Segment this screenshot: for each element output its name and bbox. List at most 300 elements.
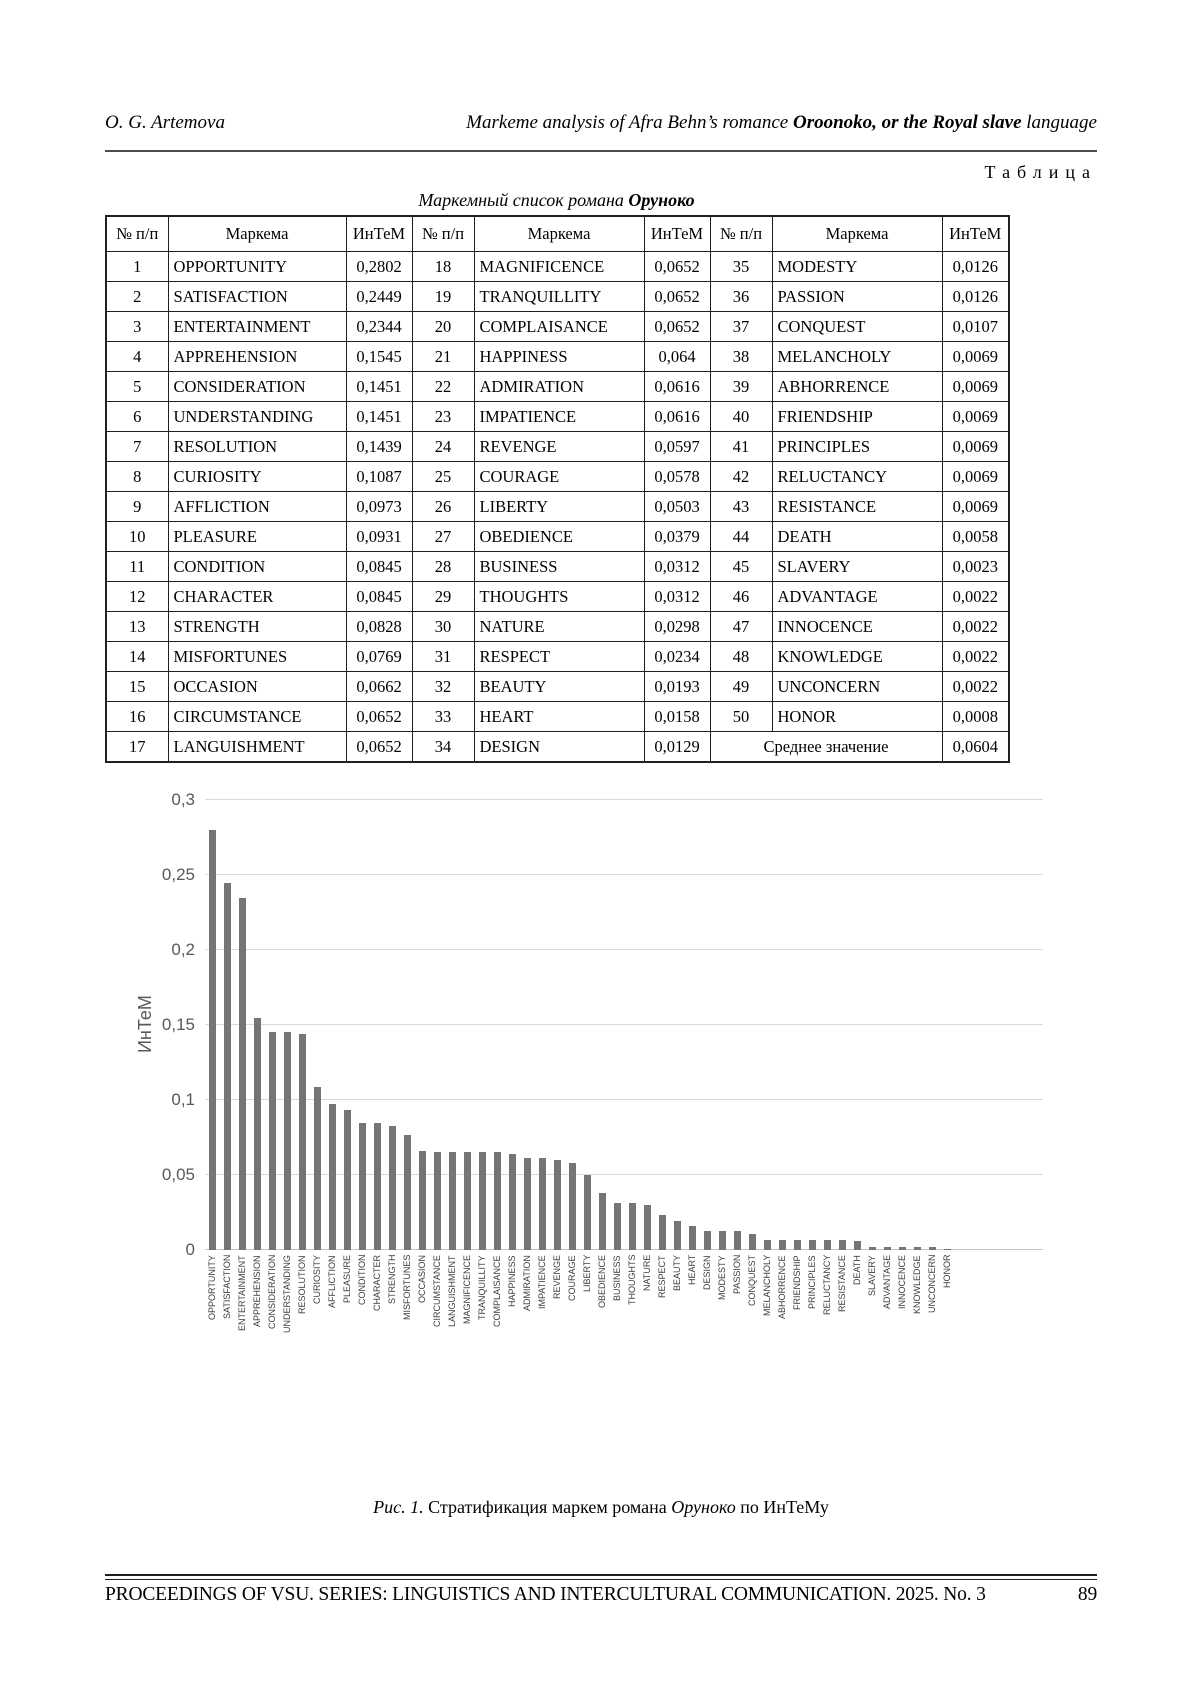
x-axis-label: RESPECT	[657, 1255, 667, 1298]
table-cell: 15	[106, 672, 168, 702]
table-cell: STRENGTH	[168, 612, 346, 642]
table-cell: 0,1451	[346, 372, 412, 402]
table-cell: MISFORTUNES	[168, 642, 346, 672]
table-cell: 0,1087	[346, 462, 412, 492]
table-cell: 47	[710, 612, 772, 642]
table-cell: 0,0662	[346, 672, 412, 702]
table-cell: OPPORTUNITY	[168, 252, 346, 282]
table-cell: 40	[710, 402, 772, 432]
table-cell: 0,0973	[346, 492, 412, 522]
table-cell: 0,064	[644, 342, 710, 372]
table-caption-text: Маркемный список романа	[418, 190, 629, 210]
table-cell: DESIGN	[474, 732, 644, 763]
table-cell: 0,0379	[644, 522, 710, 552]
table-cell: RESOLUTION	[168, 432, 346, 462]
table-cell: RESPECT	[474, 642, 644, 672]
table-cell: 17	[106, 732, 168, 763]
bar	[314, 1087, 321, 1250]
bar	[329, 1104, 336, 1250]
table-cell: CHARACTER	[168, 582, 346, 612]
table-cell: BEAUTY	[474, 672, 644, 702]
bar	[824, 1240, 831, 1250]
table-cell: 0,0058	[942, 522, 1009, 552]
table-cell: 0,0652	[644, 252, 710, 282]
table-cell: 36	[710, 282, 772, 312]
bar	[704, 1231, 711, 1250]
table-cell: 0,0652	[644, 312, 710, 342]
table-cell: CONSIDERATION	[168, 372, 346, 402]
table-cell: 41	[710, 432, 772, 462]
markeme-bar-chart	[105, 785, 1095, 1475]
running-title-prefix: Markeme analysis of Afra Behn’s romance	[466, 112, 793, 133]
bar	[764, 1240, 771, 1250]
table-cell: KNOWLEDGE	[772, 642, 942, 672]
bar	[464, 1152, 471, 1250]
table-cell: OBEDIENCE	[474, 522, 644, 552]
bar	[839, 1240, 846, 1250]
table-cell: 2	[106, 282, 168, 312]
table-cell: 16	[106, 702, 168, 732]
table-cell: PLEASURE	[168, 522, 346, 552]
x-axis-label: ADMIRATION	[522, 1255, 532, 1311]
gridline	[205, 949, 1043, 950]
table-cell: 22	[412, 372, 474, 402]
bar	[869, 1247, 876, 1250]
table-cell: SATISFACTION	[168, 282, 346, 312]
y-tick-label: 0,05	[161, 1165, 195, 1184]
table-cell: 0,0069	[942, 372, 1009, 402]
x-axis-label: COURAGE	[567, 1255, 577, 1301]
table-cell: 0,0107	[942, 312, 1009, 342]
table-row	[106, 432, 1009, 462]
table-cell: OCCASION	[168, 672, 346, 702]
table-cell: 0,0828	[346, 612, 412, 642]
table-cell: 25	[412, 462, 474, 492]
table-cell: 0,0022	[942, 642, 1009, 672]
x-axis-label: STRENGTH	[387, 1255, 397, 1305]
bar	[584, 1175, 591, 1250]
table-cell: UNCONCERN	[772, 672, 942, 702]
x-axis-label: HONOR	[942, 1255, 952, 1289]
table-row	[106, 492, 1009, 522]
table-cell: FRIENDSHIP	[772, 402, 942, 432]
x-axis-label: AFFLICTION	[327, 1255, 337, 1308]
table-cell: 0,0023	[942, 552, 1009, 582]
table-cell: 0,0312	[644, 552, 710, 582]
x-axis-label: DEATH	[852, 1255, 862, 1285]
table-cell: COURAGE	[474, 462, 644, 492]
bar	[449, 1152, 456, 1250]
table-cell: 0,0069	[942, 402, 1009, 432]
table-cell: 6	[106, 402, 168, 432]
table-cell: 0,0616	[644, 372, 710, 402]
bar	[809, 1240, 816, 1250]
bar	[254, 1018, 261, 1250]
x-axis-label: FRIENDSHIP	[792, 1255, 802, 1310]
x-axis-label: BUSINESS	[612, 1255, 622, 1301]
bar	[359, 1123, 366, 1250]
table-row	[106, 252, 1009, 282]
table-cell: 48	[710, 642, 772, 672]
table-cell: CONDITION	[168, 552, 346, 582]
header-divider	[105, 150, 1097, 152]
table-cell: 0,0845	[346, 552, 412, 582]
y-tick-label: 0	[185, 1240, 195, 1259]
table-cell: 44	[710, 522, 772, 552]
table-cell: 0,2802	[346, 252, 412, 282]
table-cell: 0,0022	[942, 612, 1009, 642]
x-axis-label: MISFORTUNES	[402, 1255, 412, 1321]
running-title-novel: Oroonoko, or the Royal slave	[793, 112, 1022, 133]
table-cell: 4	[106, 342, 168, 372]
table-cell: SLAVERY	[772, 552, 942, 582]
y-tick-label: 0,2	[171, 940, 195, 959]
table-cell: PRINCIPLES	[772, 432, 942, 462]
figure-caption-suffix: по ИнТеМу	[735, 1497, 829, 1517]
bar	[299, 1034, 306, 1250]
table-header-cell: № п/п	[106, 216, 168, 252]
x-axis-label: ABHORRENCE	[777, 1255, 787, 1319]
table-cell: PASSION	[772, 282, 942, 312]
table-cell: 0,0008	[942, 702, 1009, 732]
table-row	[106, 402, 1009, 432]
x-axis-label: RELUCTANCY	[822, 1255, 832, 1316]
y-axis-title: ИнТеМ	[135, 995, 155, 1053]
x-axis-label: CONDITION	[357, 1255, 367, 1306]
x-axis-label: MODESTY	[717, 1255, 727, 1300]
x-axis-label: SLAVERY	[867, 1255, 877, 1296]
y-tick-label: 0,25	[161, 865, 195, 884]
table-header-cell: № п/п	[412, 216, 474, 252]
x-axis-label: UNCONCERN	[927, 1255, 937, 1314]
x-axis-label: IMPATIENCE	[537, 1255, 547, 1309]
x-axis-label: THOUGHTS	[627, 1255, 637, 1306]
bar	[284, 1032, 291, 1250]
table-cell: 43	[710, 492, 772, 522]
table-row	[106, 342, 1009, 372]
x-axis-label: KNOWLEDGE	[912, 1255, 922, 1314]
table-cell: 0,0126	[942, 252, 1009, 282]
table-cell: 12	[106, 582, 168, 612]
bar	[614, 1203, 621, 1250]
table-header-row	[106, 216, 1009, 252]
bar	[404, 1135, 411, 1250]
table-cell: DEATH	[772, 522, 942, 552]
table-header-cell: ИнТеМ	[346, 216, 412, 252]
table-cell: 0,0069	[942, 342, 1009, 372]
table-cell: 3	[106, 312, 168, 342]
bar	[434, 1152, 441, 1250]
x-axis-label: CHARACTER	[372, 1255, 382, 1312]
bar	[479, 1152, 486, 1250]
bar	[539, 1158, 546, 1250]
table-cell: 5	[106, 372, 168, 402]
bar	[554, 1160, 561, 1250]
table-row	[106, 552, 1009, 582]
table-cell: 7	[106, 432, 168, 462]
x-axis-label: HAPPINESS	[507, 1255, 517, 1307]
bar	[209, 830, 216, 1250]
mean-value-cell: 0,0604	[942, 732, 1009, 763]
table-cell: CURIOSITY	[168, 462, 346, 492]
x-axis-label: BEAUTY	[672, 1255, 682, 1292]
table-cell: 0,0126	[942, 282, 1009, 312]
table-cell: ADMIRATION	[474, 372, 644, 402]
table-cell: 20	[412, 312, 474, 342]
table-cell: 0,0652	[346, 702, 412, 732]
table-cell: 0,1439	[346, 432, 412, 462]
markeme-table	[105, 215, 1010, 763]
table-cell: 0,0652	[644, 282, 710, 312]
footer-divider	[105, 1574, 1097, 1580]
bar	[239, 898, 246, 1250]
bar	[914, 1247, 921, 1250]
x-axis-label: CURIOSITY	[312, 1255, 322, 1305]
figure-caption-novel: Оруноко	[671, 1497, 736, 1517]
table-cell: ABHORRENCE	[772, 372, 942, 402]
x-axis-label: NATURE	[642, 1255, 652, 1292]
table-cell: 50	[710, 702, 772, 732]
x-axis-label: INNOCENCE	[897, 1255, 907, 1310]
bar	[389, 1126, 396, 1250]
x-axis-label: SATISFACTION	[222, 1255, 232, 1320]
page-footer	[105, 1584, 1097, 1606]
table-cell: 0,0069	[942, 462, 1009, 492]
table-cell: LANGUISHMENT	[168, 732, 346, 763]
x-axis-label: CIRCUMSTANCE	[432, 1255, 442, 1327]
table-cell: 0,0931	[346, 522, 412, 552]
y-tick-label: 0,1	[171, 1090, 195, 1109]
table-row-final	[106, 732, 1009, 763]
gridline	[205, 1099, 1043, 1100]
table-cell: 19	[412, 282, 474, 312]
bar	[344, 1110, 351, 1250]
table-cell: 0,0129	[644, 732, 710, 763]
table-cell: RESISTANCE	[772, 492, 942, 522]
table-header-cell: ИнТеМ	[644, 216, 710, 252]
x-axis-label: REVENGE	[552, 1255, 562, 1300]
table-cell: 18	[412, 252, 474, 282]
table-header-cell: ИнТеМ	[942, 216, 1009, 252]
table-cell: HEART	[474, 702, 644, 732]
bar	[659, 1215, 666, 1250]
bar	[734, 1231, 741, 1250]
bar	[899, 1247, 906, 1250]
x-axis-label: COMPLAISANCE	[492, 1255, 502, 1327]
table-cell: 30	[412, 612, 474, 642]
table-row	[106, 672, 1009, 702]
bar	[749, 1234, 756, 1250]
table-cell: NATURE	[474, 612, 644, 642]
table-cell: UNDERSTANDING	[168, 402, 346, 432]
bar	[419, 1151, 426, 1250]
table-caption-novel: Оруноко	[628, 190, 695, 210]
table-cell: THOUGHTS	[474, 582, 644, 612]
table-cell: COMPLAISANCE	[474, 312, 644, 342]
table-cell: 46	[710, 582, 772, 612]
table-row	[106, 372, 1009, 402]
chart-plot-area	[205, 800, 1043, 1250]
table-row	[106, 312, 1009, 342]
table-caption	[105, 190, 1008, 211]
x-axis-label: CONQUEST	[747, 1255, 757, 1307]
table-cell: 1	[106, 252, 168, 282]
table-cell: HONOR	[772, 702, 942, 732]
table-cell: 0,0022	[942, 672, 1009, 702]
running-title	[466, 112, 1097, 134]
table-cell: 23	[412, 402, 474, 432]
table-row	[106, 282, 1009, 312]
bar	[674, 1221, 681, 1250]
table-cell: 0,0312	[644, 582, 710, 612]
table-cell: 0,0158	[644, 702, 710, 732]
table-cell: MODESTY	[772, 252, 942, 282]
table-cell: IMPATIENCE	[474, 402, 644, 432]
bar	[374, 1123, 381, 1250]
table-cell: LIBERTY	[474, 492, 644, 522]
figure-caption-text: Стратификация маркем романа	[423, 1497, 672, 1517]
table-header-cell: № п/п	[710, 216, 772, 252]
figure-caption	[105, 1497, 1097, 1518]
table-cell: 45	[710, 552, 772, 582]
x-axis-label: LANGUISHMENT	[447, 1255, 457, 1327]
x-axis-label: TRANQUILLITY	[477, 1255, 487, 1320]
table-row	[106, 612, 1009, 642]
table-cell: 0,2449	[346, 282, 412, 312]
table-cell: TRANQUILLITY	[474, 282, 644, 312]
bar	[794, 1240, 801, 1250]
bar	[629, 1203, 636, 1250]
table-cell: 0,0597	[644, 432, 710, 462]
bar	[929, 1247, 936, 1250]
x-axis-label: MAGNIFICENCE	[462, 1255, 472, 1325]
bar	[644, 1205, 651, 1250]
bar	[779, 1240, 786, 1250]
table-cell: BUSINESS	[474, 552, 644, 582]
table-cell: 0,0652	[346, 732, 412, 763]
table-cell: AFFLICTION	[168, 492, 346, 522]
table-cell: 42	[710, 462, 772, 492]
y-tick-label: 0,3	[171, 790, 195, 809]
bar	[224, 883, 231, 1250]
table-row	[106, 582, 1009, 612]
journal-line: PROCEEDINGS OF VSU. SERIES: LINGUISTICS AND INTERCULTURAL COMMUNICATION. 2025. No. 3	[105, 1584, 986, 1605]
mean-label-cell: Среднее значение	[710, 732, 942, 763]
bar	[524, 1158, 531, 1250]
bar	[494, 1152, 501, 1250]
table-cell: 8	[106, 462, 168, 492]
table-cell: 0,0069	[942, 492, 1009, 522]
table-cell: 11	[106, 552, 168, 582]
bar	[269, 1032, 276, 1250]
table-cell: 0,0022	[942, 582, 1009, 612]
x-axis-label: ENTERTAINMENT	[237, 1255, 247, 1331]
table-cell: 39	[710, 372, 772, 402]
table-cell: 28	[412, 552, 474, 582]
table-cell: 0,0769	[346, 642, 412, 672]
x-axis-label: DESIGN	[702, 1255, 712, 1290]
table-cell: RELUCTANCY	[772, 462, 942, 492]
x-axis-label: PLEASURE	[342, 1255, 352, 1304]
table-row	[106, 462, 1009, 492]
bar	[689, 1226, 696, 1250]
x-axis-label: PRINCIPLES	[807, 1255, 817, 1309]
table-cell: MELANCHOLY	[772, 342, 942, 372]
table-header-cell: Маркема	[772, 216, 942, 252]
table-cell: 0,0193	[644, 672, 710, 702]
bar	[509, 1154, 516, 1250]
table-cell: 34	[412, 732, 474, 763]
table-header-cell: Маркема	[168, 216, 346, 252]
table-cell: 0,0845	[346, 582, 412, 612]
table-cell: MAGNIFICENCE	[474, 252, 644, 282]
x-axis-label: UNDERSTANDING	[282, 1255, 292, 1333]
running-header	[105, 112, 1097, 134]
table-cell: 0,0069	[942, 432, 1009, 462]
x-axis-label: OCCASION	[417, 1255, 427, 1304]
x-axis-label: LIBERTY	[582, 1255, 592, 1293]
table-cell: 0,0503	[644, 492, 710, 522]
table-cell: 0,1545	[346, 342, 412, 372]
bar	[719, 1231, 726, 1250]
gridline	[205, 874, 1043, 875]
table-row	[106, 642, 1009, 672]
table-cell: 0,0616	[644, 402, 710, 432]
table-cell: 0,0578	[644, 462, 710, 492]
bar	[569, 1163, 576, 1250]
table-word-label: Таблица	[984, 162, 1097, 182]
x-axis-label: HEART	[687, 1255, 697, 1286]
x-axis-label: PASSION	[732, 1255, 742, 1295]
x-axis-label: RESISTANCE	[837, 1255, 847, 1312]
x-axis-labels	[205, 1255, 1043, 1367]
table-cell: 14	[106, 642, 168, 672]
table-cell: 0,0234	[644, 642, 710, 672]
table-cell: 31	[412, 642, 474, 672]
running-title-suffix: language	[1021, 112, 1097, 133]
x-axis-label: CONSIDERATION	[267, 1255, 277, 1330]
table-header-cell: Маркема	[474, 216, 644, 252]
table-cell: ADVANTAGE	[772, 582, 942, 612]
table-cell: 0,0298	[644, 612, 710, 642]
table-cell: 13	[106, 612, 168, 642]
table-cell: HAPPINESS	[474, 342, 644, 372]
bar	[944, 1249, 951, 1250]
table-cell: 9	[106, 492, 168, 522]
table-cell: CONQUEST	[772, 312, 942, 342]
table-cell: 0,1451	[346, 402, 412, 432]
author-name: O. G. Artemova	[105, 112, 225, 133]
table-cell: REVENGE	[474, 432, 644, 462]
bar	[884, 1247, 891, 1250]
x-axis-label: MELANCHOLY	[762, 1255, 772, 1317]
table-cell: 49	[710, 672, 772, 702]
table-cell: ENTERTAINMENT	[168, 312, 346, 342]
table-cell: INNOCENCE	[772, 612, 942, 642]
table-cell: 35	[710, 252, 772, 282]
table-row	[106, 702, 1009, 732]
figure-number: Рис. 1.	[373, 1497, 424, 1517]
table-cell: 33	[412, 702, 474, 732]
table-cell: 32	[412, 672, 474, 702]
page-number: 89	[1077, 1584, 1097, 1605]
gridline	[205, 1024, 1043, 1025]
table-cell: 29	[412, 582, 474, 612]
gridline	[205, 799, 1043, 800]
table-cell: 10	[106, 522, 168, 552]
table-cell: 24	[412, 432, 474, 462]
table-cell: 26	[412, 492, 474, 522]
